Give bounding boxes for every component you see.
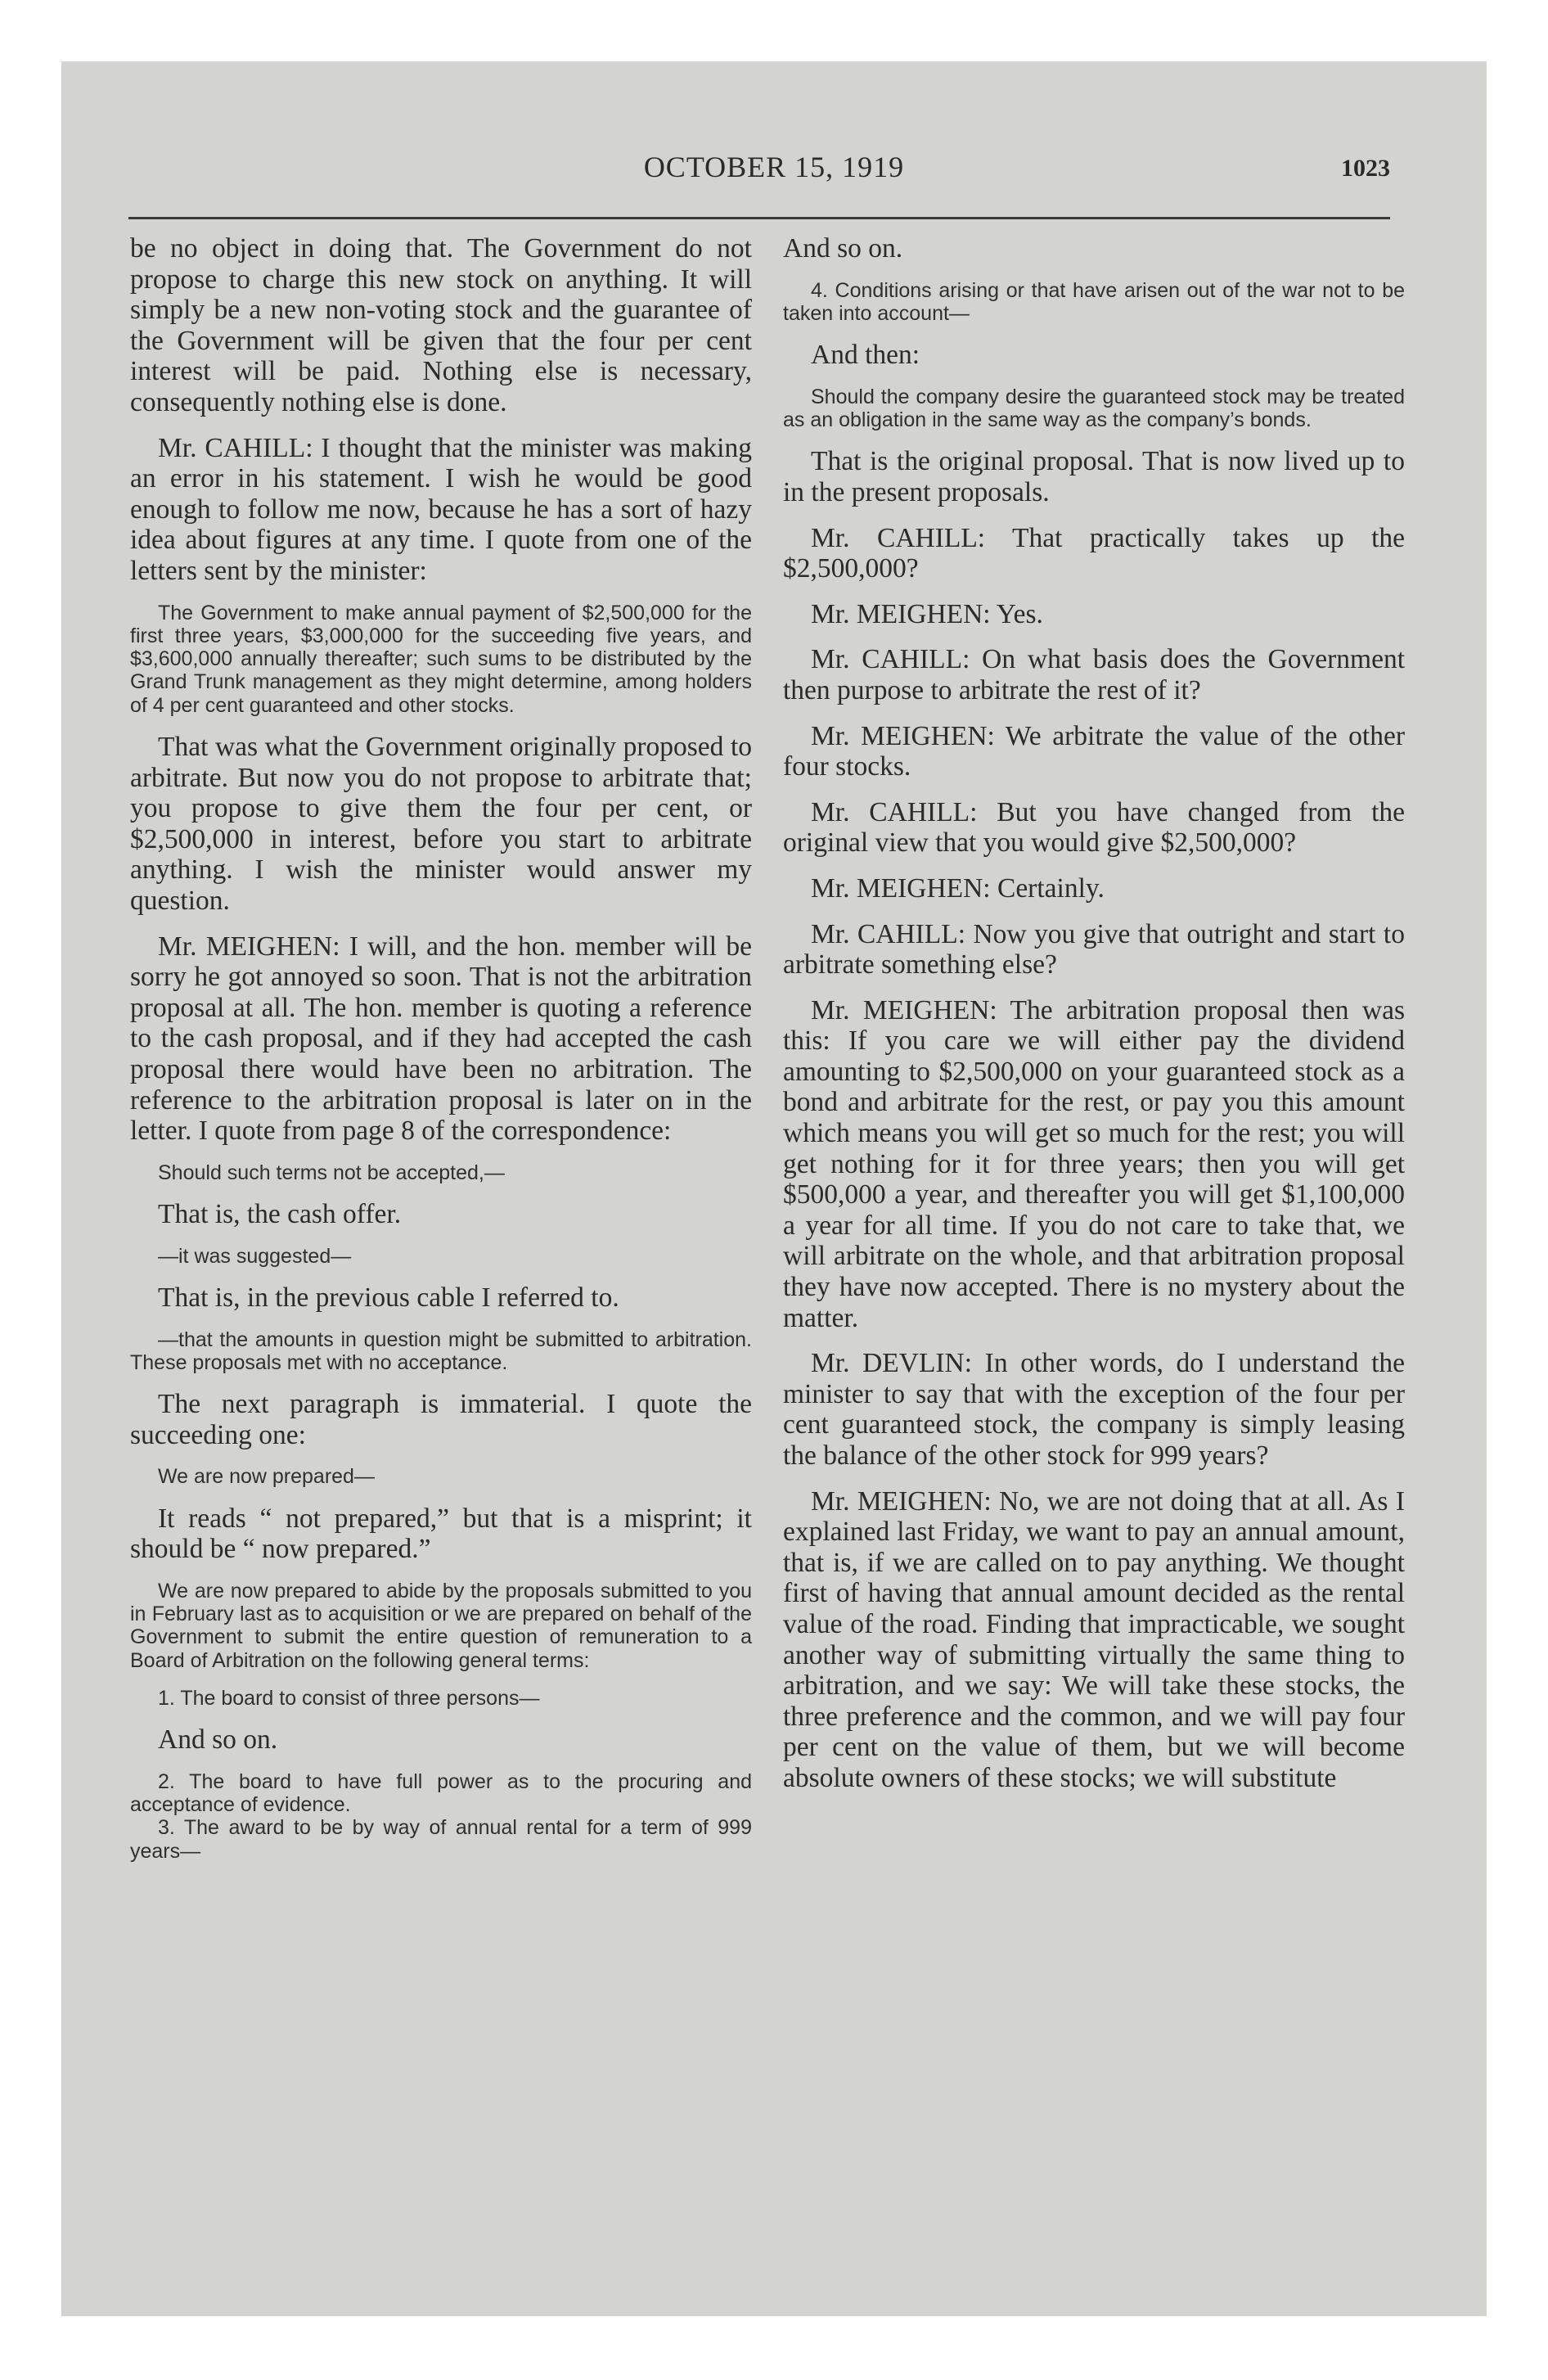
paragraph: And so on. [158, 1724, 278, 1756]
page [61, 61, 1487, 2316]
quoted-excerpt: The Government to make annual payment of $2,500,000 for the first three years, $3,000,000 for the succeeding five years, and $3,600,000 annually thereafter; such sums to be distributed by the Grand Trunk management as they might determine, among holders of 4 per cent guaranteed and other stocks. [130, 601, 752, 717]
quoted-excerpt: Should such terms not be accepted,— [158, 1161, 505, 1184]
quoted-excerpt: 1. The board to consist of three persons— [158, 1686, 540, 1710]
right-column [783, 233, 1405, 1809]
paragraph: And then: [811, 340, 920, 371]
paragraph: Mr. CAHILL: That practically takes up the $2,500,000? [783, 522, 1405, 584]
paragraph: Mr. DEVLIN: In other words, do I understand the minister to say that with the exception of the four per cent guaranteed stock, the company is simply leasing the balance of the other stock for 999 years? [783, 1348, 1405, 1471]
paragraph: Mr. CAHILL: On what basis does the Government then purpose to arbitrate the rest of it? [783, 644, 1405, 705]
paragraph: That is, the cash offer. [158, 1199, 402, 1230]
paragraph: That is the original proposal. That is now lived up to in the present proposals. [783, 446, 1405, 507]
quoted-excerpt: Should the company desire the guaranteed stock may be treated as an obligation in the same way as the company’s bonds. [783, 385, 1405, 432]
paragraph: Mr. CAHILL: I thought that the minister was making an error in his statement. I wish he would be good enough to follow me now, because he has a sort of hazy idea about figures at any time. I quote from one of the letters sent by the minister: [130, 432, 752, 586]
paragraph: Mr. MEIGHEN: Certainly. [811, 872, 1105, 904]
page-date: OCTOBER 15, 1919 [643, 151, 905, 183]
paragraph: Mr. MEIGHEN: We arbitrate the value of the other four stocks. [783, 720, 1405, 782]
quoted-excerpt: —it was suggested— [158, 1244, 352, 1268]
paragraph: Mr. MEIGHEN: The arbitration proposal then was this: If you care we will either pay the dividend amounting to $2,500,000 on your guaranteed stock as a bond and arbitrate for the rest, or pay you this amount which means you will get so much for the rest; you will get nothing for it for three years; then you will get $500,000 a year, and thereafter you will get $1,100,000 a year for all time. If you do not care to take that, we will arbitrate on the whole, and that arbitration proposal they have now accepted. There is no mystery about the matter. [783, 994, 1405, 1333]
left-column [130, 233, 752, 1877]
paragraph: The next paragraph is immaterial. I quote the succeeding one: [130, 1389, 752, 1450]
page-header [61, 150, 1487, 199]
paragraph: be no object in doing that. The Government do not propose to charge this new stock on anything. It will simply be a new non-voting stock and the guarantee of the Government will be given that the four per cent interest will be paid. Nothing else is necessary, consequently nothing else is done. [130, 233, 752, 417]
quoted-excerpt: 2. The board to have full power as to the procuring and acceptance of evidence. [130, 1769, 752, 1817]
quoted-excerpt: 4. Conditions arising or that have arisen out of the war not to be taken into account— [783, 278, 1405, 325]
paragraph: Mr. MEIGHEN: No, we are not doing that at all. As I explained last Friday, we want to pay an annual amount, that is, if we are called on to pay anything. We thought first of having that annual amount decided as the rental value of the road. Finding that impracticable, we sought another way of submitting virtually the same thing to arbitration, and we say: We will take these stocks, the three preference and the common, and we will pay four per cent on the value of them, but we will become absolute owners of these stocks; we will substitute [783, 1485, 1405, 1793]
header-rule [128, 217, 1390, 219]
quoted-excerpt: We are now prepared— [158, 1465, 375, 1489]
paragraph: Mr. CAHILL: But you have changed from the original view that you would give $2,500,000? [783, 796, 1405, 859]
quoted-excerpt: We are now prepared to abide by the proposals submitted to you in February last as to acquisition or we are prepared on behalf of the Government to submit the entire question of remuneration to a Board of Arbitration on the following general terms: [130, 1579, 752, 1672]
paragraph: That was what the Government originally proposed to arbitrate. But now you do not propose to arbitrate that; you propose to give them the four per cent, or $2,500,000 in interest, before you start to arbitrate anything. I wish the minister would answer my question. [130, 732, 752, 916]
paragraph: And so on. [783, 233, 903, 264]
paragraph: Mr. MEIGHEN: I will, and the hon. member will be sorry he got annoyed so soon. That is not the arbitration proposal at all. The hon. member is quoting a reference to the cash proposal, and if they had accepted the cash proposal there would have been no arbitration. The reference to the arbitration proposal is later on in the letter. I quote from page 8 of the correspondence: [130, 931, 752, 1147]
paragraph: That is, in the previous cable I referred to. [158, 1282, 619, 1313]
paragraph: Mr. MEIGHEN: Yes. [811, 598, 1043, 629]
paragraph: It reads “ not prepared,” but that is a misprint; it should be “ now prepared.” [130, 1503, 752, 1565]
paragraph: Mr. CAHILL: Now you give that outright and start to arbitrate something else? [783, 918, 1405, 980]
page-number: 1023 [1341, 155, 1390, 182]
quoted-excerpt: 3. The award to be by way of annual rental for a term of 999 years— [130, 1816, 752, 1863]
quoted-excerpt: —that the amounts in question might be submitted to arbitration. These proposals met with no acceptance. [130, 1327, 752, 1374]
